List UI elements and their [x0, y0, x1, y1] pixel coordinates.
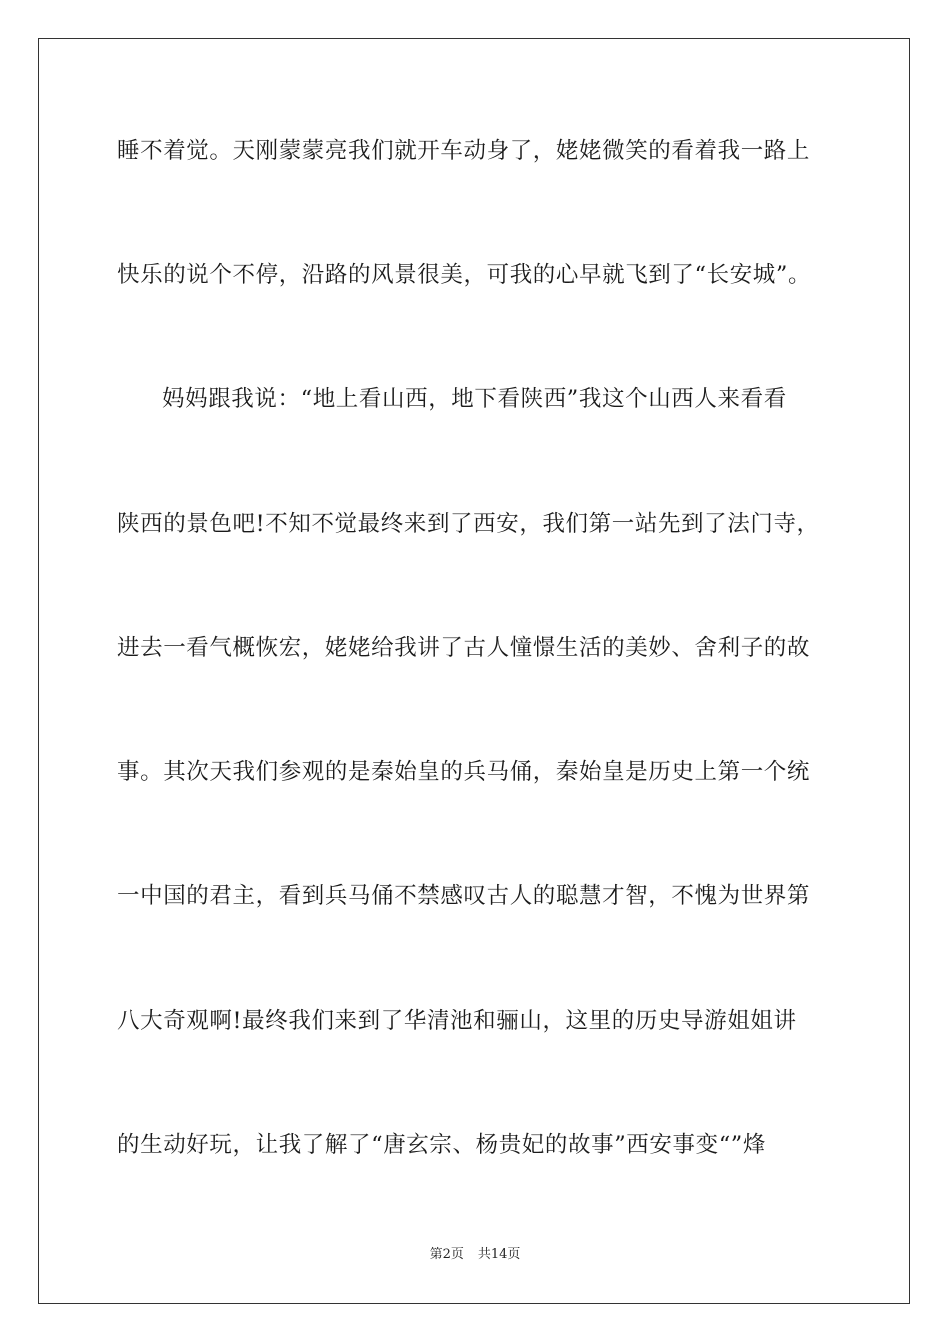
- body-text-line: 睡不着觉。天刚蒙蒙亮我们就开车动身了，姥姥微笑的看着我一路上: [117, 138, 811, 164]
- page-border: [38, 38, 910, 1304]
- body-text-line: 快乐的说个不停，沿路的风景很美，可我的心早就飞到了“长安城”。: [117, 262, 812, 288]
- body-text-line: 事。其次天我们参观的是秦始皇的兵马俑，秦始皇是历史上第一个统: [117, 759, 811, 785]
- page-footer: [0, 1247, 950, 1263]
- body-text-line: 进去一看气概恢宏，姥姥给我讲了古人憧憬生活的美妙、舍利子的故: [117, 635, 811, 661]
- body-text-line: 一中国的君主，看到兵马俑不禁感叹古人的聪慧才智，不愧为世界第: [117, 883, 811, 909]
- body-text-line: 的生动好玩，让我了解了“唐玄宗、杨贵妃的故事”西安事变“”烽: [117, 1132, 767, 1158]
- total-pages: 共14页: [477, 1247, 521, 1262]
- body-text-line: 八大奇观啊!最终我们来到了华清池和骊山，这里的历史导游姐姐讲: [117, 1008, 797, 1034]
- body-text-line: 陕西的景色吧!不知不觉最终来到了西安，我们第一站先到了法门寺，: [117, 511, 820, 537]
- page-number: 第2页: [429, 1247, 464, 1262]
- paragraph-start-line: 妈妈跟我说：“地上看山西，地下看陕西”我这个山西人来看看: [162, 386, 787, 412]
